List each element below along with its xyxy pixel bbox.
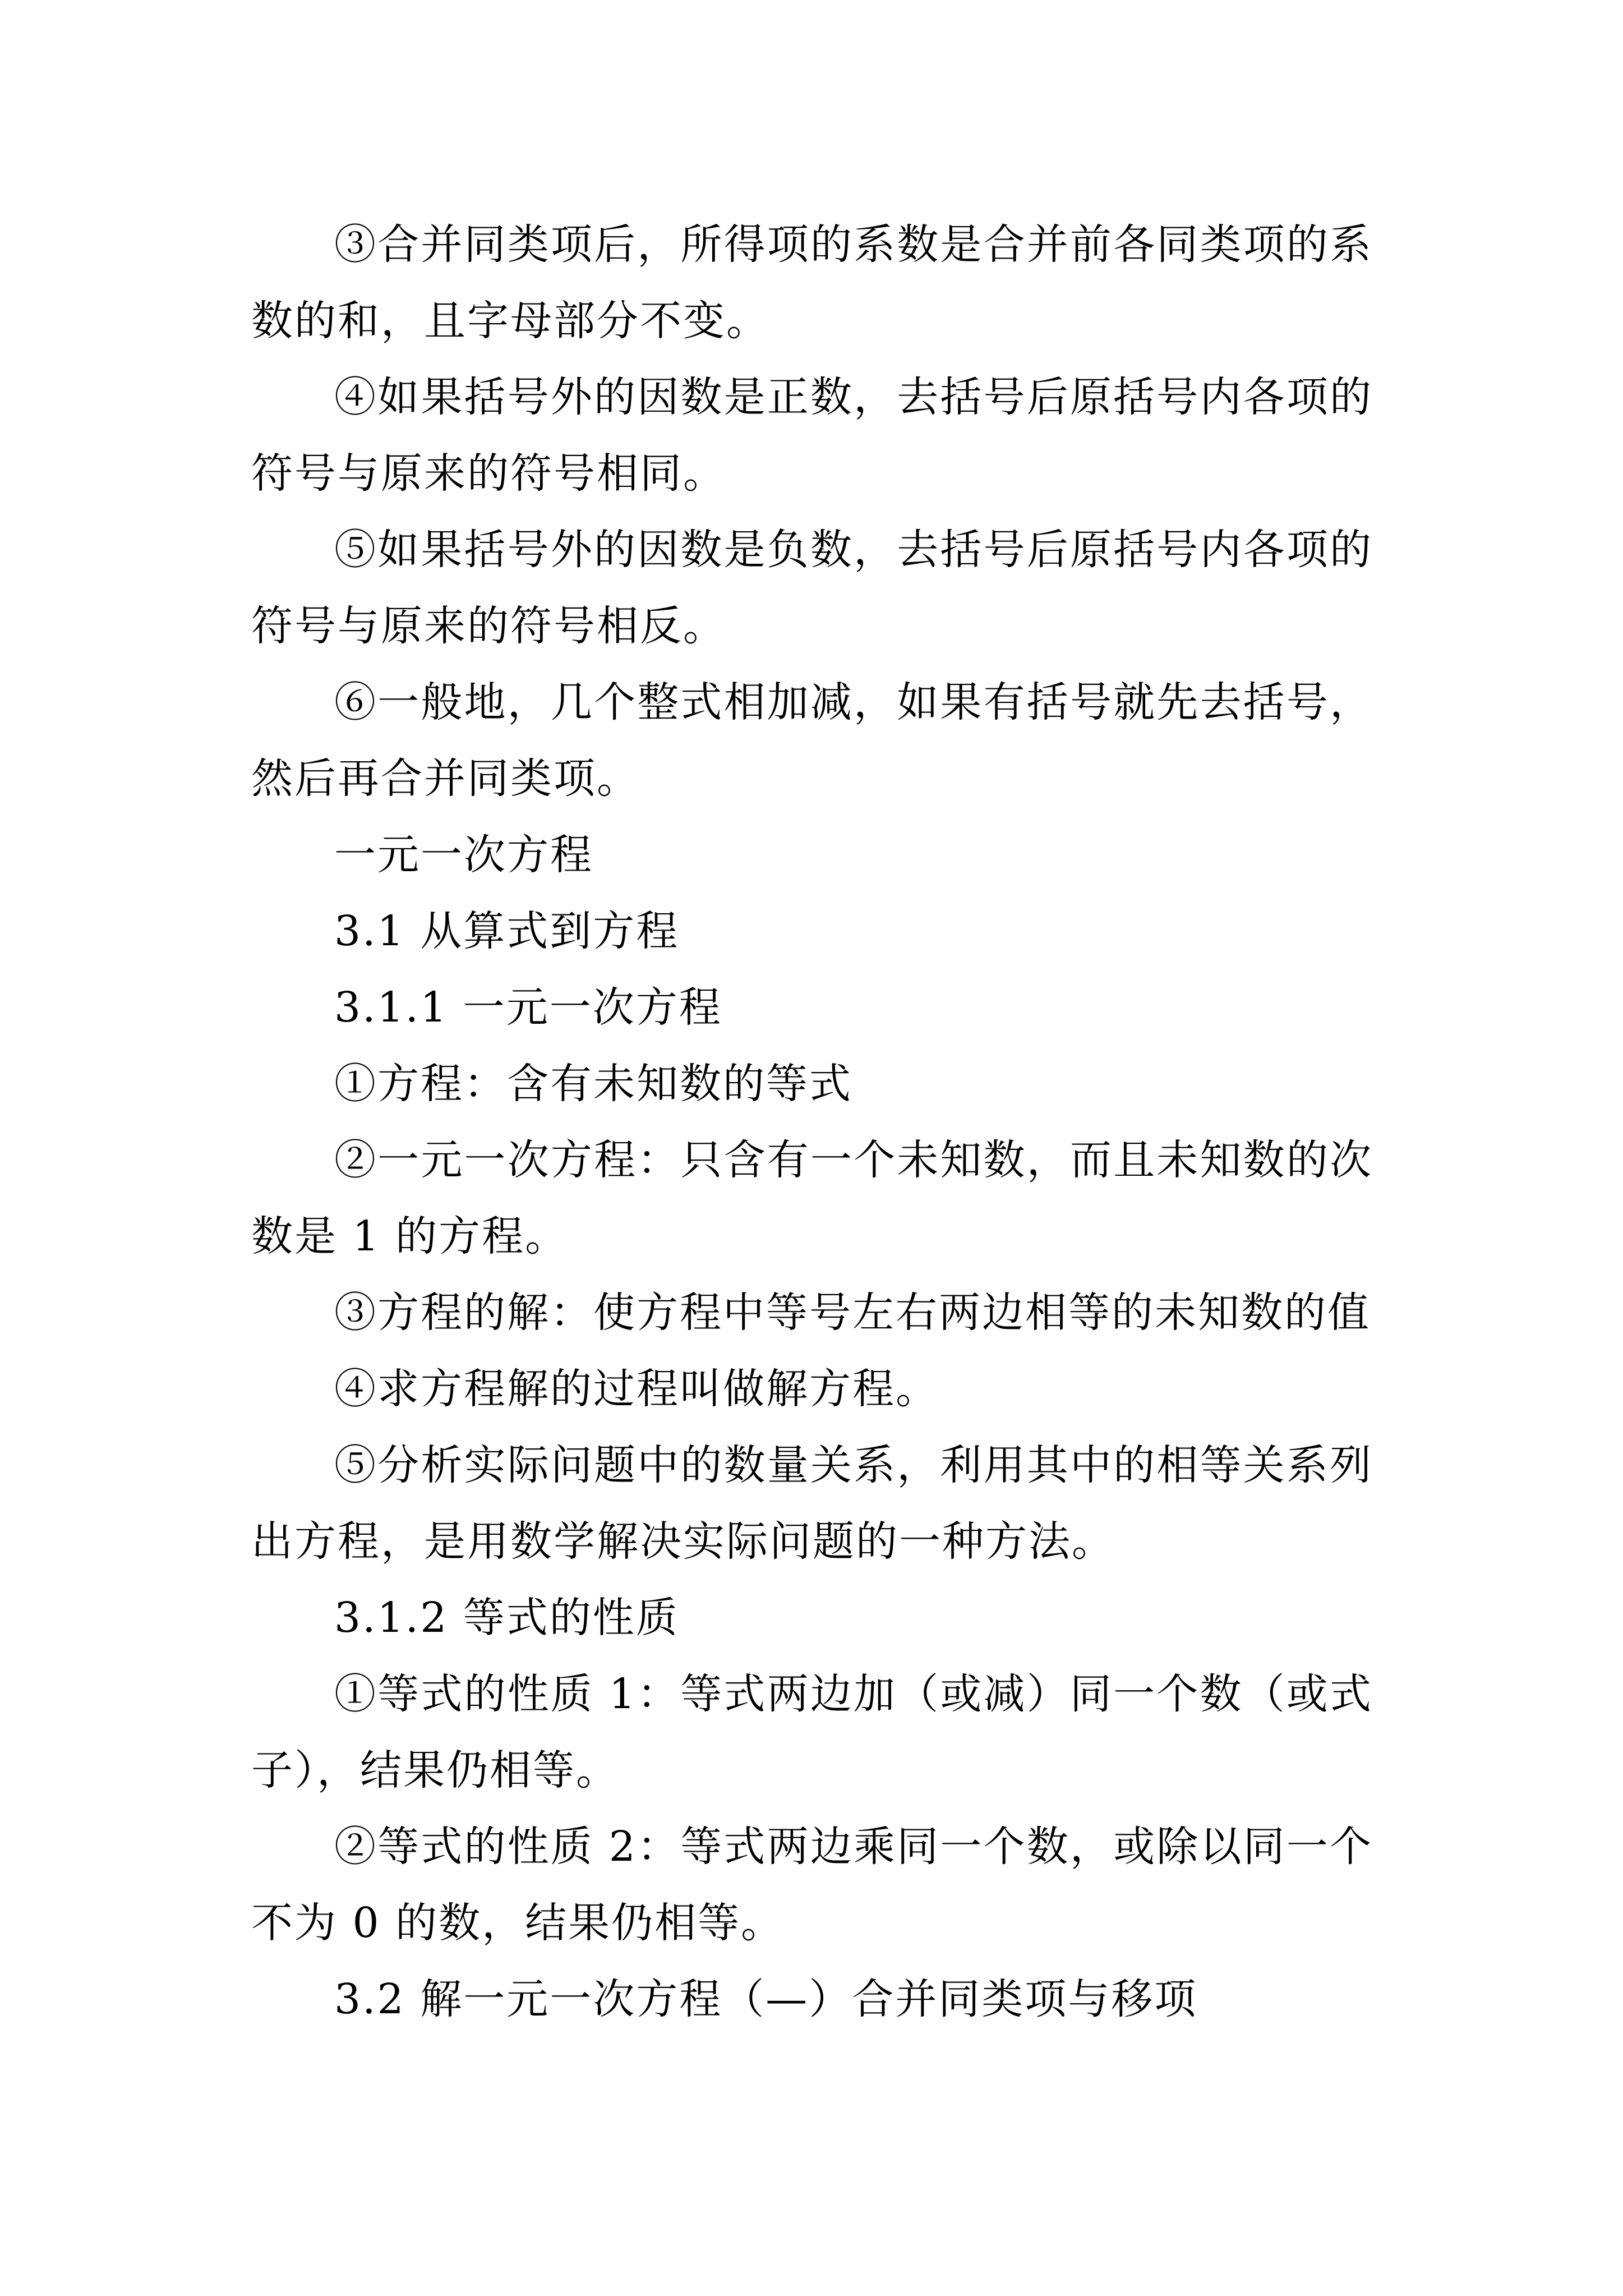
paragraph-polynomial-add-subtract: ⑥一般地，几个整式相加减，如果有括号就先去括号，然后再合并同类项。 — [251, 678, 1373, 803]
heading-section-3-1: 3.1 从算式到方程 — [334, 907, 680, 955]
heading-section-3-2: 3.2 解一元一次方程（—）合并同类项与移项 — [334, 1975, 1198, 2023]
paragraph-merge-coefficient: ③合并同类项后，所得项的系数是合并前各同类项的系数的和，且字母部分不变。 — [251, 220, 1373, 345]
heading-section-3-1-1: 3.1.1 一元一次方程 — [334, 983, 722, 1032]
paragraph-negative-factor: ⑤如果括号外的因数是负数，去括号后原括号内各项的符号与原来的符号相反。 — [251, 526, 1373, 650]
paragraph-equality-property-1: ①等式的性质 1：等式两边加（或减）同一个数（或式子），结果仍相等。 — [251, 1670, 1373, 1795]
paragraph-equation-definition: ①方程：含有未知数的等式 — [334, 1060, 852, 1108]
paragraph-real-problems: ⑤分析实际问题中的数量关系，利用其中的相等关系列出方程，是用数学解决实际问题的一种方法。 — [251, 1441, 1373, 1566]
heading-linear-equation: 一元一次方程 — [334, 831, 593, 879]
paragraph-solving-process: ④求方程解的过程叫做解方程。 — [334, 1365, 939, 1413]
paragraph-positive-factor: ④如果括号外的因数是正数，去括号后原括号内各项的符号与原来的符号相同。 — [251, 373, 1373, 498]
document-body — [251, 206, 1373, 2037]
paragraph-equality-property-2: ②等式的性质 2：等式两边乘同一个数，或除以同一个不为 0 的数，结果仍相等。 — [251, 1823, 1373, 1947]
paragraph-equation-solution: ③方程的解：使方程中等号左右两边相等的未知数的值 — [334, 1289, 1371, 1337]
heading-section-3-1-2: 3.1.2 等式的性质 — [334, 1594, 679, 1642]
paragraph-linear-equation-definition: ②一元一次方程：只含有一个未知数，而且未知数的次数是 1 的方程。 — [251, 1136, 1373, 1260]
